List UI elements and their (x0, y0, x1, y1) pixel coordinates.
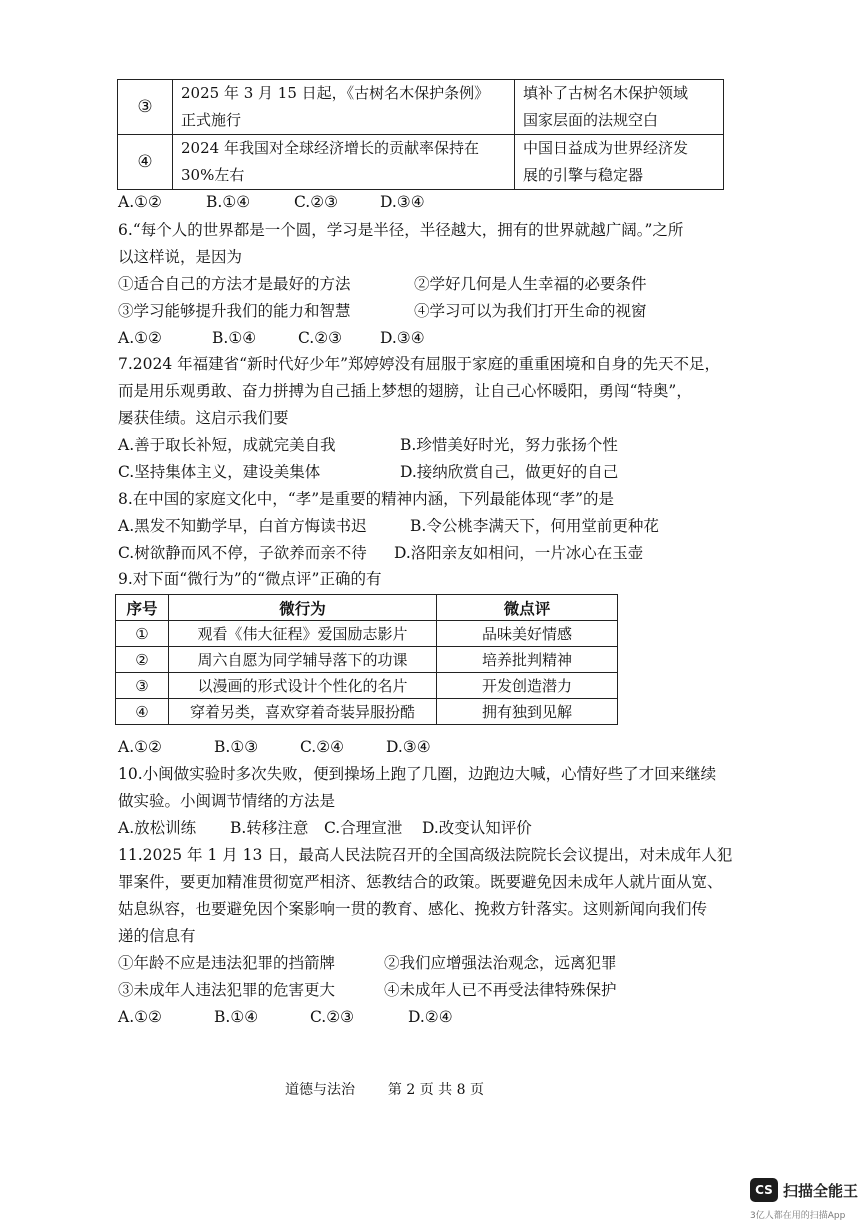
option-d[interactable]: D.③④ (386, 738, 431, 756)
header-behavior: 微行为 (169, 595, 437, 621)
q11-stem: 递的信息有 (118, 927, 196, 945)
option-b[interactable]: B.①④ (214, 1008, 259, 1026)
camscanner-logo-icon: CS (750, 1178, 778, 1202)
option-d[interactable]: D.③④ (380, 329, 425, 347)
q7-stem: 屡获佳绩。这启示我们要 (118, 409, 289, 427)
q11-stem: 11.2025 年 1 月 13 日，最高人民法院召开的全国高级法院院长会议提出，对未成年人犯 (118, 846, 733, 864)
option-b[interactable]: B.①③ (214, 738, 259, 756)
option-c[interactable]: C.合理宣泄 (324, 819, 403, 837)
q6-item: ②学好几何是人生幸福的必要条件 (414, 275, 647, 293)
event-text: 30%左右 (181, 166, 245, 184)
q9-stem: 9.对下面“微行为”的“微点评”正确的有 (118, 570, 382, 588)
row-number: ① (116, 621, 169, 647)
comment-cell (515, 80, 724, 135)
behavior-cell: 观看《伟大征程》爱国励志影片 (169, 621, 437, 647)
comment-cell: 拥有独到见解 (437, 699, 618, 725)
q7-stem: 7.2024 年福建省“新时代好少年”郑婷婷没有屈服于家庭的重重困境和自身的先天不足， (118, 355, 721, 373)
option-d[interactable]: D.洛阳亲友如相问，一片冰心在玉壶 (394, 544, 644, 562)
comment-cell: 培养批判精神 (437, 647, 618, 673)
option-b[interactable]: B.令公桃李满天下，何用堂前更种花 (410, 517, 659, 535)
option-b[interactable]: B.转移注意 (230, 819, 309, 837)
q10-stem: 做实验。小闽调节情绪的方法是 (118, 792, 336, 810)
behavior-cell: 以漫画的形式设计个性化的名片 (169, 673, 437, 699)
q10-stem: 10.小闽做实验时多次失败，便到操场上跑了几圈，边跑边大喊，心情好些了才回来继续 (118, 765, 717, 783)
option-a[interactable]: A.黑发不知勤学早，白首方悔读书迟 (118, 517, 367, 535)
q11-item: ①年龄不应是违法犯罪的挡箭牌 (118, 954, 336, 972)
table-row (116, 699, 618, 725)
comment-text: 填补了古树名木保护领域 (523, 84, 689, 102)
comment-cell: 开发创造潜力 (437, 673, 618, 699)
option-a[interactable]: A.善于取长补短，成就完美自我 (118, 436, 336, 454)
watermark-tagline: 3亿人都在用的扫描App (750, 1211, 846, 1221)
q10-options (118, 814, 532, 842)
option-c[interactable]: C.②③ (310, 1008, 355, 1026)
option-c[interactable]: C.树欲静而风不停，子欲养而亲不待 (118, 544, 367, 562)
option-a[interactable]: A.放松训练 (118, 819, 197, 837)
q11-options (118, 1003, 453, 1031)
event-text: 2025 年 3 月 15 日起，《古树名木保护条例》 (181, 84, 490, 102)
q8-stem: 8.在中国的家庭文化中，“孝”是重要的精神内涵，下列最能体现“孝”的是 (118, 490, 614, 508)
footer-subject: 道德与法治 (285, 1082, 355, 1098)
table-row (116, 621, 618, 647)
behavior-cell: 穿着另类，喜欢穿着奇装异服扮酷 (169, 699, 437, 725)
q11-item: ④未成年人已不再受法律特殊保护 (384, 981, 617, 999)
option-d[interactable]: D.改变认知评价 (422, 819, 532, 837)
option-c[interactable]: C.②③ (294, 193, 339, 211)
event-text: 正式施行 (181, 111, 242, 129)
row-number: ④ (116, 699, 169, 725)
q6-stem: 6.“每个人的世界都是一个圆，学习是半径，半径越大，拥有的世界就越广阔。”之所 (118, 221, 684, 239)
q5-table (117, 79, 724, 190)
q6-item: ①适合自己的方法才是最好的方法 (118, 275, 351, 293)
q11-item: ③未成年人违法犯罪的危害更大 (118, 981, 336, 999)
q6-item: ④学习可以为我们打开生命的视窗 (414, 302, 647, 320)
event-text: 2024 年我国对全球经济增长的贡献率保持在 (181, 139, 479, 157)
row-number: ② (116, 647, 169, 673)
option-a[interactable]: A.①② (118, 193, 162, 211)
option-b[interactable]: B.①④ (206, 193, 251, 211)
option-b[interactable]: B.①④ (212, 329, 257, 347)
comment-text: 中国日益成为世界经济发 (523, 139, 689, 157)
option-b[interactable]: B.珍惜美好时光，努力张扬个性 (400, 436, 618, 454)
comment-text: 展的引擎与稳定器 (523, 166, 644, 184)
option-c[interactable]: C.坚持集体主义，建设美集体 (118, 463, 321, 481)
q9-options (118, 733, 431, 761)
table-row (116, 647, 618, 673)
option-a[interactable]: A.①② (118, 738, 162, 756)
q6-options (118, 324, 425, 352)
comment-cell: 品味美好情感 (437, 621, 618, 647)
q6-stem: 以这样说，是因为 (118, 248, 243, 266)
footer-page-number: 第 2 页 共 8 页 (387, 1082, 484, 1098)
row-number: ④ (118, 135, 173, 190)
option-a[interactable]: A.①② (118, 329, 162, 347)
option-d[interactable]: D.接纳欣赏自己，做更好的自己 (400, 463, 619, 481)
table-row (118, 135, 724, 190)
event-cell (173, 135, 515, 190)
row-number: ③ (116, 673, 169, 699)
comment-text: 国家层面的法规空白 (523, 111, 659, 129)
behavior-cell: 周六自愿为同学辅导落下的功课 (169, 647, 437, 673)
q7-stem: 而是用乐观勇敢、奋力拼搏为自己插上梦想的翅膀，让自己心怀暖阳，勇闯“特奥”， (118, 382, 692, 400)
header-number: 序号 (116, 595, 169, 621)
page-footer (285, 1079, 484, 1099)
q11-stem: 罪案件，要更加精准贯彻宽严相济、惩教结合的政策。既要避免因未成年人就片面从宽、 (118, 873, 723, 891)
table-row (118, 80, 724, 135)
q11-item: ②我们应增强法治观念，远离犯罪 (384, 954, 617, 972)
option-c[interactable]: C.②④ (300, 738, 345, 756)
watermark-name: 扫描全能王 (783, 1182, 859, 1200)
q9-table (115, 594, 618, 725)
row-number: ③ (118, 80, 173, 135)
option-c[interactable]: C.②③ (298, 329, 343, 347)
option-d[interactable]: D.③④ (380, 193, 425, 211)
table-row (116, 673, 618, 699)
event-cell (173, 80, 515, 135)
q11-stem: 姑息纵容，也要避免因个案影响一贯的教育、感化、挽救方针落实。这则新闻向我们传 (118, 900, 708, 918)
table-header-row (116, 595, 618, 621)
q5-options (118, 188, 425, 216)
header-comment: 微点评 (437, 595, 618, 621)
q6-item: ③学习能够提升我们的能力和智慧 (118, 302, 351, 320)
option-d[interactable]: D.②④ (408, 1008, 453, 1026)
option-a[interactable]: A.①② (118, 1008, 162, 1026)
scanner-watermark (750, 1178, 860, 1222)
comment-cell (515, 135, 724, 190)
